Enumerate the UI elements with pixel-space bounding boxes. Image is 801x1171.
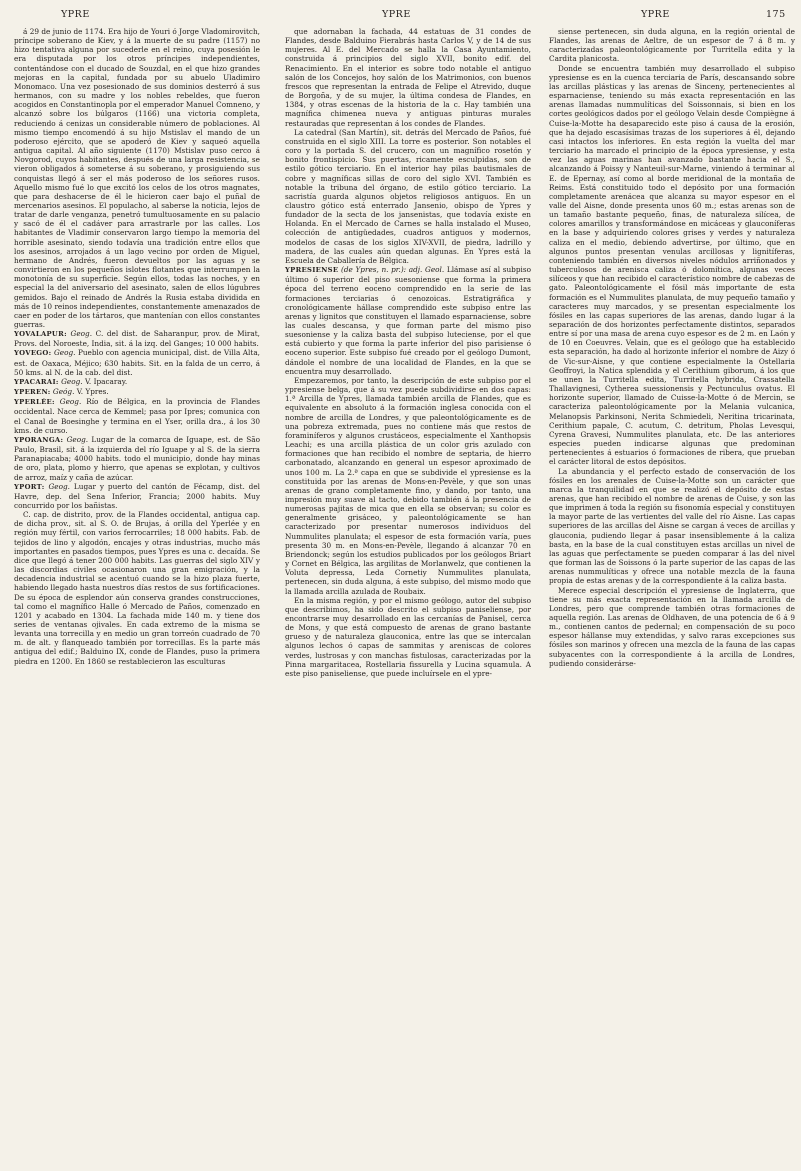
body-paragraph: La abundancia y el perfecto estado de conservación de los fósiles en los arenales de Cuise-la-Motte son un carácter que marca la tranquilidad en que se realizó el depósito de estas arenas, que han recibido el nombre de arenas de Cuise, y son las que imprimen á toda la región su fisonomía especial y constituyen la mayor parte de las vertientes del valle del río Aisne. Las capas superiores de las arcillas del Aisne se cargan á veces de arcillas y glauconia, pudiendo llegar á pasar insensiblemente á la caliza basta, en la base de la cual constituyen estas arcillas un nivel de las aguas que perfectamente se pueden comparar á las del nivel que forman las de Soissons ó la parte superior de las capas de las arenas nummulíticas y ofrece una notable mezcla de la fauna propia de estas arenas y de la correspondiente á la caliza basta. bbox=[549, 466, 795, 586]
header-headword-right: YPRE bbox=[641, 9, 670, 20]
entry-definition: Llámase así al subpiso último ó superior del piso suesoniense que forma la primera época del terreno eoceno comprendido en la serie de las formaciones terciarias ó cenozoicas. Estratigráfica y cronológicamente hállase comprendido este subpiso entre las arenas y lignitos que constituyen el llamado esparnaciense, sobre las cuales descansa, y que forman parte del mismo piso suesoniense y la caliza basta del subpiso luteciense, por el que está cubierto y que forma la parte inferior del piso parisiense ó eoceno superior. Este subpiso fué creado por el geólogo Dumont, dándole el nombre de una localidad de Flandes, en la que se encuentra muy desarrollado. bbox=[285, 265, 531, 376]
body-paragraph: C. cap. de distrito, prov. de la Flandes occidental, antigua cap. de dicha prov., sit. al S. O. de Brujas, á orilla del Yperlée y en región muy fértil, con varios ferrocarriles; 18 000 habits. Fab. de tejidos de lino y algodón, encajes y otras industrias, mucho más importantes en pasados tiempos, pues Ypres es una c. decaída. Se dice que llegó á tener 200 000 habits. Las guerras del siglo XIV y las discordias civiles ocasionaron una gran emigración, y la decadencia industrial se acentuó cuando se la hizo plaza fuerte, habiendo llegado hasta nuestros días restos de sus fortificaciones. De su época de esplendor aún conserva grandes construcciones, tal como el magnífico Halle ó Mercado de Paños, comenzado en 1201 y acabado en 1304. La fachada mide 140 m. y tiene dos series de ventanas ojivales. En cada extremo de la misma se levanta una torrecilla y en medio un gran torreón cuadrado de 70 m. de alt. y flanqueado también por torrecillas. Es la parte más antigua del edif.; Balduino IX, conde de Flandes, puso la primera piedra en 1200. En 1860 se restablecieron las esculturas bbox=[14, 510, 260, 666]
entry-headword: YPACARAI: bbox=[14, 377, 59, 386]
dictionary-entry bbox=[14, 397, 260, 435]
body-paragraph: Donde se encuentra también muy desarrollado el subpiso ypresiense es en la cuenca terciaria de París, descansando sobre las arcillas plásticas y las arenas de Sinceny, pertenecientes al esparnaciense, teniendo su más exacta representación en las arenas llamadas nummulíticas del Soissonnais, si bien en los cortes geológicos dados por el geólogo Velain desde Compiègne á Cuise-la-Motte ha desaparecido este piso á causa de la erosión, que ha dejado escasísimas trazas de los superiores á él, dejando casi intactos los inferiores. En esta región la vuelta del mar terciario ha marcado el principio de la época ypresiense, y esta vez las aguas marinas han avanzado bastante hacia el S., alcanzando á Poissy y Nanteuil-sur-Marne, viniendo á terminar al E. de Epernay, así como al borde meridional de la montaña de Reims. Está constituido todo el depósito por una formación completamente arenácea que alcanza su mayor espesor en el valle del Aisne, donde presenta unos 60 m.; estas arenas son de un tamaño bastante pequeño, finas, de naturaleza silícea, de colores amarillos y transformándose en micáceas y glauconíferas en la base y adquiriendo colores grises y verdes y naturaleza caliza en el medio, debiendo advertirse, por último, que en algunos puntos presentan venulas arcillosas y lignitíferas, conteniendo también en diversos niveles nódulos arriñonados y tuberculosos de arenisca caliza ó dolomítica, algunas veces silíceos y que han recibido el característico nombre de cabezas de gato. Paleontológicamente el fósil más importante de esta formación es el Nummulites planulata, de muy pequeño tamaño y caracteres muy marcados, y se presentan especialmente los fósiles en las capas superiores de las arenas, dando lugar á la separación de dos horizontes perfectamente distintos, separados entre sí por una masa de arena cuyo espesor es de 2 m. en Laón y de 10 en Coeuvres. Velain, que es el geólogo que ha establecido esta separación, ha dado al horizonte inferior el nombre de Aizy ó de Vic-sur-Aisne, y que contiene especialmente la Ostellaria Geoffroyi, la Natica splendida y el Cerithium giborum, á los que se unen la Turritella edita, Turritella hybrida, Crassatella Thallavignesi, Cytherea suessionensis y Pectunculus ovatus. El horizonte superior, llamado de Cuisse-la-Motte ó de Mercin, se caracteriza paleontológicamente por la Melania vulcanica, Melanopsis Parkinsoni, Nerita Schmiedeli, Neritina tricarinata, Cerithium papale, C. acutum, C. detritum, Pholas Levesqui, Cyrena Gravesi, Nummulites planulata, etc. De las anteriores especies pueden indicarse algunas que predominan pertenecientes á estuarios ó formaciones de ribera, que prueban el carácter litoral de estos depósitos. bbox=[549, 63, 795, 467]
entry-headword: YPORT: bbox=[14, 482, 45, 491]
entry-definition: Lugar de la comarca de Iguape, est. de São Paulo, Brasil, sit. á la izquierda del río Iguape y al S. de la sierra Paranapiacaba; 4000 habits. todo el municipio, donde hay minas de oro, plata, plomo y hierro, que apenas se explotan, y cultivos de arroz, maíz y caña de azúcar. bbox=[14, 434, 260, 482]
dictionary-entry bbox=[285, 265, 531, 376]
text-column-right bbox=[549, 27, 795, 1167]
page-number: 175 bbox=[766, 9, 786, 20]
entry-headword: YPRESIENSE bbox=[285, 266, 339, 275]
running-header bbox=[0, 9, 801, 23]
entry-grammar-label: Geog. bbox=[70, 329, 93, 339]
body-paragraph: que adornaban la fachada, 44 estatuas de 31 condes de Flandes, desde Balduino Fierabrás hasta Carlos V, y de 14 de sus mujeres. Al E. del Mercado se halla la Casa Ayuntamiento, construida á principios del siglo XVII, bonito edif. del Renacimiento. En el interior es sobre todo notable el antiguo salón de los Concejos, hoy salón de los Matrimonios, con buenos frescos que representan la entrada de Felipe el Atrevido, duque de Borgoña, y de su mujer, la última condesa de Flandes, en 1384, y otras escenas de la historia de la c. Hay también una magnífica chimenea nueva y antiguas pinturas murales restauradas que representan á los condes de Flandes. bbox=[285, 27, 531, 128]
text-column-left bbox=[14, 27, 260, 1167]
entry-definition: Pueblo con agencia municipal, dist. de Villa Alta, est. de Oaxaca, Méjico; 630 habits. Sit. en la falda de un cerro, á 50 kms. al N. de la cab. del dist. bbox=[14, 348, 260, 377]
entry-grammar-label: Geog. bbox=[61, 376, 83, 386]
dictionary-entry bbox=[14, 377, 260, 387]
body-paragraph: siense pertenecen, sin duda alguna, en la región oriental de Flandes, las arenas de Aeltre, de un espesor de 7 á 8 m. y caracterizadas paleontológicamente por Turritella edita y la Cardita planicosta. bbox=[549, 27, 795, 64]
entry-headword: YOVALAPUR: bbox=[14, 330, 67, 339]
body-paragraph: á 29 de junio de 1174. Era hijo de Youri ó Jorge Vladomirovitch, príncipe soberano de Kiev, y á la muerte de su padre (1157) no hizo tentativa alguna por sucederle en el reino, cuya posesión le era disputada por los otros príncipes independientes, contentándose con el ducado de Souzdal, en el que hizo grandes mejoras en la capital, fundada por su abuelo Uladimiro Monomaco. Una vez posesionado de sus dominios desterró á sus hermanos, con su madre y los nobles rebeldes, que fueron acogidos en Constantinopla por el emperador Manuel Comneno, y alcanzó sobre los búlgaros (1166) una victoria completa, reduciendo á cenizas un considerable número de poblaciones. Al mismo tiempo encomendó á su hijo Mstislav el mando de un poderoso ejército, que se apoderó de Kiev y saqueó aquella antigua capital. Al año siguiente (1170) Mstislav puso cerco á Novgorod, cuyos habitantes, después de una larga resistencia, se vieron obligados á someterse á su soberano, y prosiguiendo sus conquistas llegó á ser el más poderoso de los señores rusos. Aquello mismo fué lo que excitó los celos de los otros magnates, que para deshacerse de él le hicieron caer bajo el puñal de mercenarios asesinos. El populacho, al saberse la noticia, lejos de tratar de darle venganza, penetró tumultuosamente en su palacio y sacó de él el cadáver para arrastrarle por las calles. Los habitantes de Vladimir conservaron largo tiempo la memoria del horrible asesinato, siendo todavía una tradición entre ellos que los asesinos, arrojados á un lago vecino por orden de Miguel, hermano de Andrés, fueron devueltos por las aguas y se convirtieron en los pequeños islotes flotantes que interrumpen la monotonía de su superficie. Según ellos, todas las noches, y en especial la del aniversario del asesinato, salen de ellos lúgubres gemidos. Bajo el reinado de Andrés la Rusia estaba dividida en más de 10 reinos independientes, constantemente amenazados de caer en poder de los tártaros, que mantenían con ellos constantes guerras. bbox=[14, 27, 260, 329]
header-headword-center: YPRE bbox=[382, 9, 411, 20]
dictionary-entry bbox=[14, 482, 260, 510]
entry-headword: YPORANGA: bbox=[14, 435, 64, 444]
dictionary-entry bbox=[14, 387, 260, 397]
entry-grammar-label: (de Ypres, n. pr.): adj. Geol. bbox=[341, 265, 445, 275]
body-paragraph: Merece especial descripción el ypresiense de Inglaterra, que tiene su más exacta representación en la llamada arcilla de Londres, pero que comprende también otras formaciones de aquella región. Las arenas de Oldhaven, de una potencia de 6 á 9 m., contienen cantos de pedernal; en compensación de su poco espesor hállanse muy extendidas, y salvo raras excepciones sus fósiles son marinos y ofrecen una mezcla de la fauna de las capas subyacentes con la correspondiente á la arcilla de Londres, pudiendo considerárse- bbox=[549, 585, 795, 668]
entry-definition: V. Ypres. bbox=[76, 387, 109, 397]
entry-definition: V. Ipacaray. bbox=[84, 376, 128, 386]
entry-headword: YPEREN: bbox=[14, 388, 51, 397]
entry-grammar-label: Geóg. bbox=[52, 387, 75, 397]
dictionary-entry bbox=[14, 329, 260, 348]
entry-definition: C. del dist. de Saharanpur, prov. de Mirat, Provs. del Noroeste, India, sit. á la izq. del Ganges; 10 000 habits. bbox=[14, 329, 260, 349]
header-headword-left: YPRE bbox=[61, 9, 90, 20]
dictionary-entry bbox=[14, 348, 260, 376]
body-paragraph: Empezaremos, por tanto, la descripción de este subpiso por el ypresiense belga, que á su vez puede subdividirse en dos capas: 1.ª Arcilla de Ypres, llamada también arcilla de Flandes, que es equivalente en absoluto á la formación inglesa conocida con el nombre de arcilla de Londres, y que paleontológicamente es de una pobreza extremada, pues no contiene más que restos de foraminíferos y algunos crustáceos, especialmente el Xanthopsis Leachi; es una arcilla plástica de un color gris azulado con formaciones que han recibido el nombre de septaria, de hierro carbonatado, alcanzando en general un espesor aproximado de unos 100 m. La 2.ª capa en que se subdivide el ypresiense es la constituida por las arenas de Mons-en-Pevèle, y que son unas arenas de grano completamente fino, y dando, por tanto, una impresión muy suave al tacto, debido también á la presencia de numerosas pajitas de mica que en ella se observan; su color es generalmente grisáceo, y paleontológicamente se han caracterizado por presentar numerosos individuos del Nummulites planulata; el espesor de esta formación varía, pues presenta 30 m. en Mons-en-Pevèle, llegando á alcanzar 70 en Briendonck; según los estudios publicados por los geólogos Briart y Cornet en Bélgica, las argilitas de Morlanwelz, que contienen la Voluta depressa, Leda Cornetiy Nummulites planulata, pertenecen, sin duda alguna, á este subpiso, del mismo modo que la llamada arcilla azulada de Roubaix. bbox=[285, 375, 531, 596]
body-paragraph: En la misma región, y por el mismo geólogo, autor del subpiso que describimos, ha sido descrito el subpiso paniseliense, por encontrarse muy desarrollado en las cercanías de Panisel, cerca de Mons, y que está compuesto de arenas de grano bastante grueso y de naturaleza glauconica, entre las que se intercalan algunos lechos ó capas de sammitas y areniscas de colores verdes, lustrosas y con manchas fistulosas, caracterizadas por la Pinna margaritacea, Rostellaria fissurella y Lucina squamula. A este piso paniseliense, que puede incluírsele en el ypre- bbox=[285, 595, 531, 678]
entry-grammar-label: Geog. bbox=[66, 434, 89, 444]
entry-headword: YPERLÉE: bbox=[14, 398, 55, 407]
entry-headword: YOVEGO: bbox=[14, 349, 52, 358]
entry-grammar-label: Geog. bbox=[48, 481, 70, 491]
text-column-center bbox=[285, 27, 531, 1167]
entry-grammar-label: Geog. bbox=[53, 348, 76, 358]
entry-definition: Río de Bélgica, en la provincia de Flandes occidental. Nace cerca de Kemmel; pasa por Ipres; comunica con el Canal de Boesinghe y termina en el Yser, orilla dra., á los 30 kms. de curso. bbox=[14, 397, 260, 435]
entry-definition: Lugar y puerto del cantón de Fécamp, dist. del Havre, dep. del Sena Inferior, Francia; 2000 habits. Muy concurrido por los bañistas. bbox=[14, 481, 260, 510]
body-paragraph: La catedral (San Martín), sit. detrás del Mercado de Paños, fué construida en el siglo XIII. La torre es posterior. Son notables el coro y la portada S. del crucero, con un magnífico rosetón y bonito frontispicio. Sus puertas, ricamente esculpidas, son de estilo gótico terciario. En el interior hay pilas bautismales de cobre y magníficas sillas de coro del siglo XVI. También es notable la tribuna del órgano, de estilo gótico terciario. La sacristía guarda algunos objetos religiosos antiguos. En un claustro gótico está enterrado Jansenio, obispo de Ypres y fundador de la secta de los jansenistas, que todavía existe en Holanda. En el Mercado de Carnes se halla instalado el Museo, colección de antigüedades, cuadros antiguos y modernos, modelos de casas de los siglos XIV-XVII, de piedra, ladrillo y madera, de las cuales aún quedan algunas. En Ypres está la Escuela de Caballería de Bélgica. bbox=[285, 127, 531, 265]
entry-grammar-label: Geog. bbox=[59, 397, 82, 407]
dictionary-entry bbox=[14, 435, 260, 482]
